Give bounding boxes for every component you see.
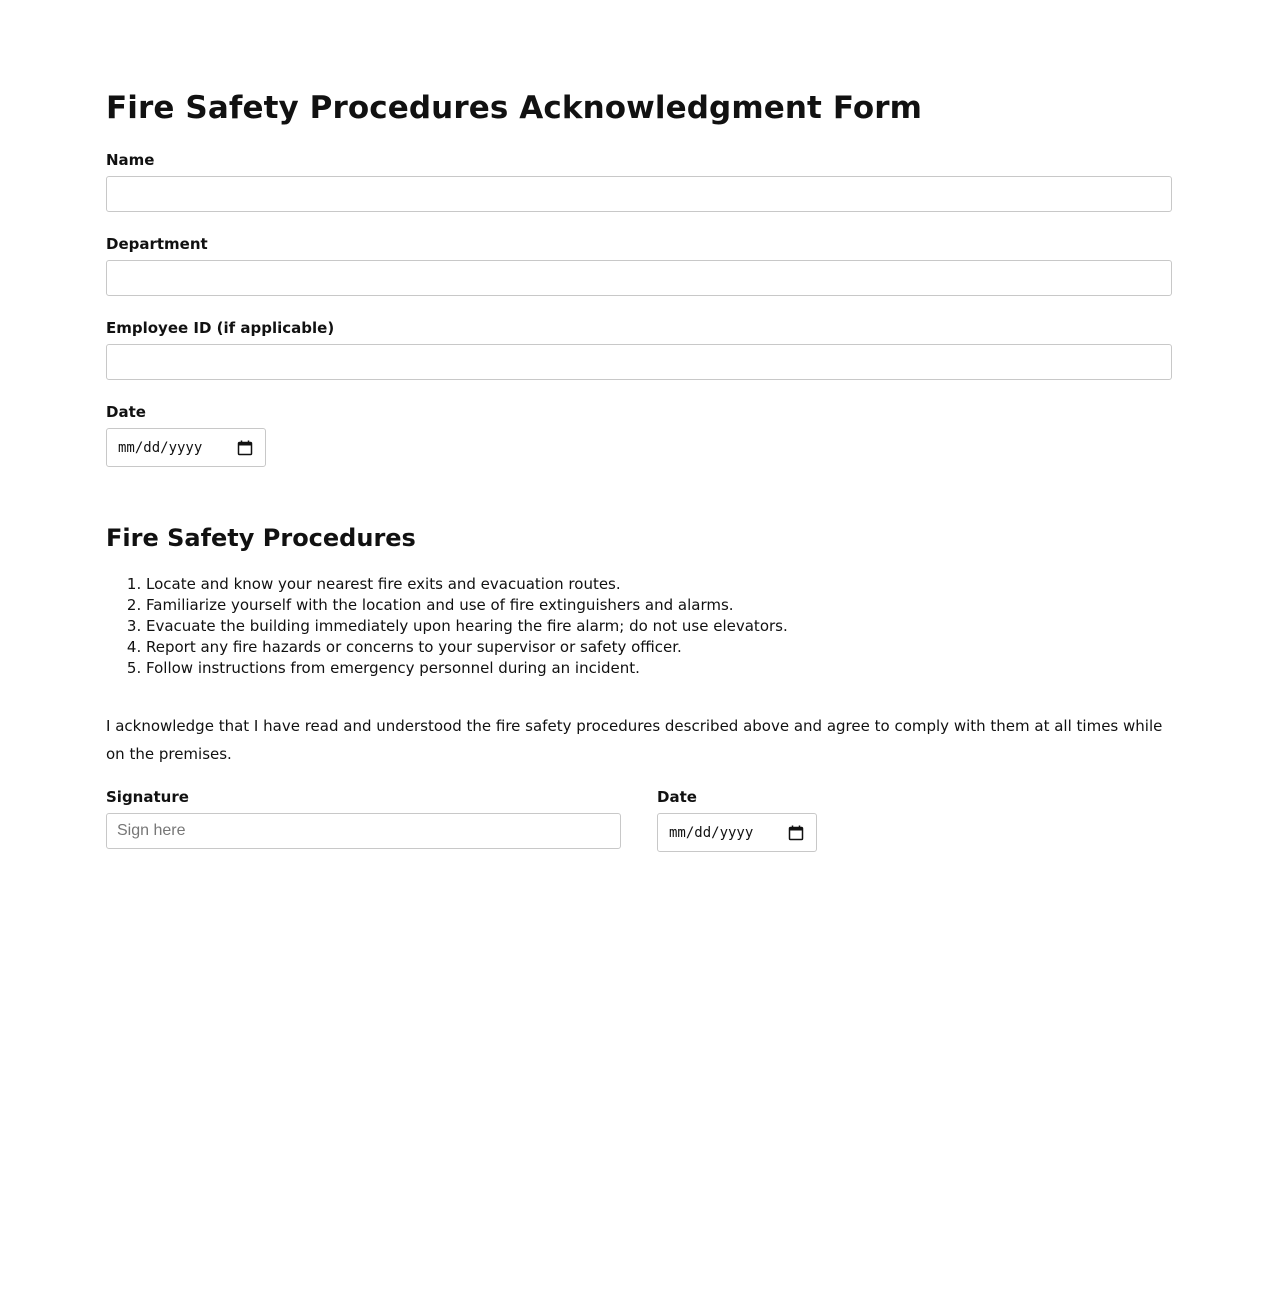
name-label: Name [106,151,155,169]
list-item: 5. Follow instructions from emergency personnel during an incident. [146,658,1046,679]
name-field[interactable] [106,176,1172,212]
date-label: Date [106,403,146,421]
procedures-list [106,574,1046,679]
date-placeholder: mm/dd/yyyy [118,440,203,456]
list-item: 1. Locate and know your nearest fire exits and evacuation routes. [146,574,1046,595]
list-item: 4. Report any fire hazards or concerns to your supervisor or safety officer. [146,637,1046,658]
signature-label: Signature [106,788,189,806]
signature-date-placeholder: mm/dd/yyyy [669,825,754,841]
employee-id-field[interactable] [106,344,1172,380]
signature-field[interactable]: Sign here [106,813,621,849]
calendar-icon[interactable] [788,825,804,841]
signature-date-field[interactable] [657,813,817,852]
signature-date-label: Date [657,788,697,806]
date-field[interactable] [106,428,266,467]
procedures-heading: Fire Safety Procedures [106,524,416,552]
department-label: Department [106,235,208,253]
list-item: 2. Familiarize yourself with the location and use of fire extinguishers and alarms. [146,595,1046,616]
page-title: Fire Safety Procedures Acknowledgment Form [106,90,923,126]
calendar-icon[interactable] [237,440,253,456]
employee-id-label: Employee ID (if applicable) [106,319,335,337]
department-field[interactable] [106,260,1172,296]
list-item: 3. Evacuate the building immediately upon hearing the fire alarm; do not use elevators. [146,616,1046,637]
acknowledgment-text: I acknowledge that I have read and understood the fire safety procedures described above and agree to comply with them at all times while on the premises. [106,717,1163,763]
